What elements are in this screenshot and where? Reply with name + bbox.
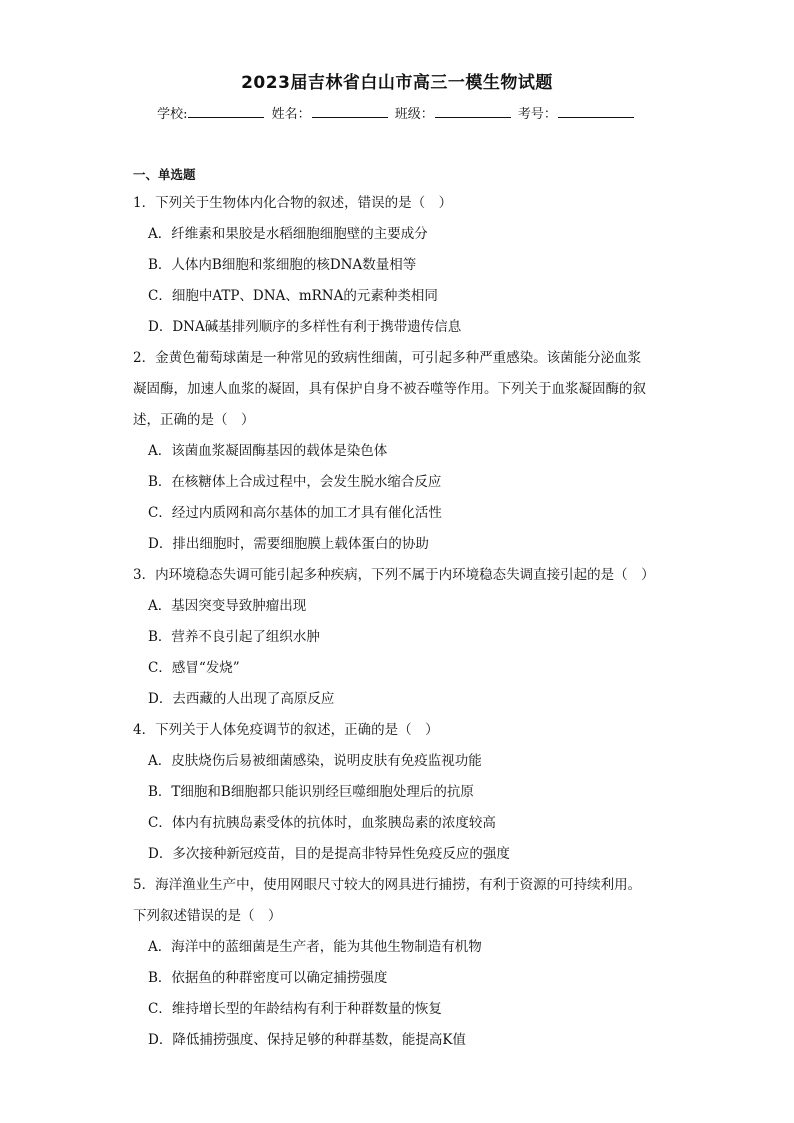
section-heading: 一、单选题 [133, 167, 196, 182]
class-label: 班级： [394, 107, 434, 122]
option-d: D．降低捕捞强度、保持足够的种群基数，能提高K值 [148, 1032, 466, 1048]
option-c: C．维持增长型的年龄结构有利于种群数量的恢复 [148, 1001, 442, 1017]
question-stem-line: 凝固酶，加速人血浆的凝固，具有保护自身不被吞噬等作用。下列关于血浆凝固酶的叙 [133, 381, 646, 397]
option-c: C．细胞中ATP、DNA、mRNA的元素种类相同 [148, 288, 438, 304]
option-b: B．依据鱼的种群密度可以确定捕捞强度 [148, 970, 388, 986]
option-c: C．感冒“发烧” [148, 660, 240, 676]
question-stem-line: 2．金黄色葡萄球菌是一种常见的致病性细菌，可引起多种严重感染。该菌能分泌血浆 [133, 350, 642, 366]
option-b: B．营养不良引起了组织水肿 [148, 629, 320, 645]
question-4 [133, 715, 665, 870]
question-2 [133, 343, 665, 560]
option-d: D．DNA碱基排列顺序的多样性有利于携带遗传信息 [148, 319, 462, 335]
exam-number-blank [558, 105, 634, 118]
name-label: 姓名： [271, 107, 311, 122]
question-stem-line: 3．内环境稳态失调可能引起多种疾病，下列不属于内环境稳态失调直接引起的是（ ） [133, 567, 655, 583]
question-3 [133, 560, 665, 715]
option-d: D．多次接种新冠疫苗，目的是提高非特异性免疫反应的强度 [148, 846, 510, 862]
option-a: A．海洋中的蓝细菌是生产者，能为其他生物制造有机物 [148, 939, 482, 955]
question-stem-line: 4．下列关于人体免疫调节的叙述，正确的是（ ） [133, 722, 439, 738]
option-a: A．纤维素和果胶是水稻细胞细胞壁的主要成分 [148, 226, 428, 242]
option-c: C．体内有抗胰岛素受体的抗体时，血浆胰岛素的浓度较高 [148, 815, 496, 831]
school-label: 学校: [157, 107, 188, 122]
option-a: A．皮肤烧伤后易被细菌感染，说明皮肤有免疫监视功能 [148, 753, 482, 769]
question-list [133, 188, 665, 1056]
school-blank [188, 105, 264, 118]
option-c: C．经过内质网和高尔基体的加工才具有催化活性 [148, 505, 442, 521]
option-b: B．T细胞和B细胞都只能识别经巨噬细胞处理后的抗原 [148, 784, 474, 800]
exam-number-label: 考号： [517, 107, 557, 122]
student-info-line [0, 103, 794, 122]
question-stem-line: 下列叙述错误的是（ ） [133, 908, 282, 924]
option-a: A．该菌血浆凝固酶基因的载体是染色体 [148, 443, 388, 459]
question-stem-line: 1．下列关于生物体内化合物的叙述，错误的是（ ） [133, 195, 453, 211]
question-5 [133, 870, 665, 1056]
option-b: B．在核糖体上合成过程中，会发生脱水缩合反应 [148, 474, 442, 490]
exam-title: 2023届吉林省白山市高三一模生物试题 [241, 73, 553, 93]
class-blank [435, 105, 511, 118]
question-stem-line: 5．海洋渔业生产中，使用网眼尺寸较大的网具进行捕捞，有利于资源的可持续利用。 [133, 877, 642, 893]
option-d: D．去西藏的人出现了高原反应 [148, 691, 335, 707]
name-blank [312, 105, 388, 118]
option-a: A．基因突变导致肿瘤出现 [148, 598, 307, 614]
question-stem-line: 述，正确的是（ ） [133, 412, 255, 428]
option-b: B．人体内B细胞和浆细胞的核DNA数量相等 [148, 257, 417, 273]
question-1 [133, 188, 665, 343]
option-d: D．排出细胞时，需要细胞膜上载体蛋白的协助 [148, 536, 429, 552]
